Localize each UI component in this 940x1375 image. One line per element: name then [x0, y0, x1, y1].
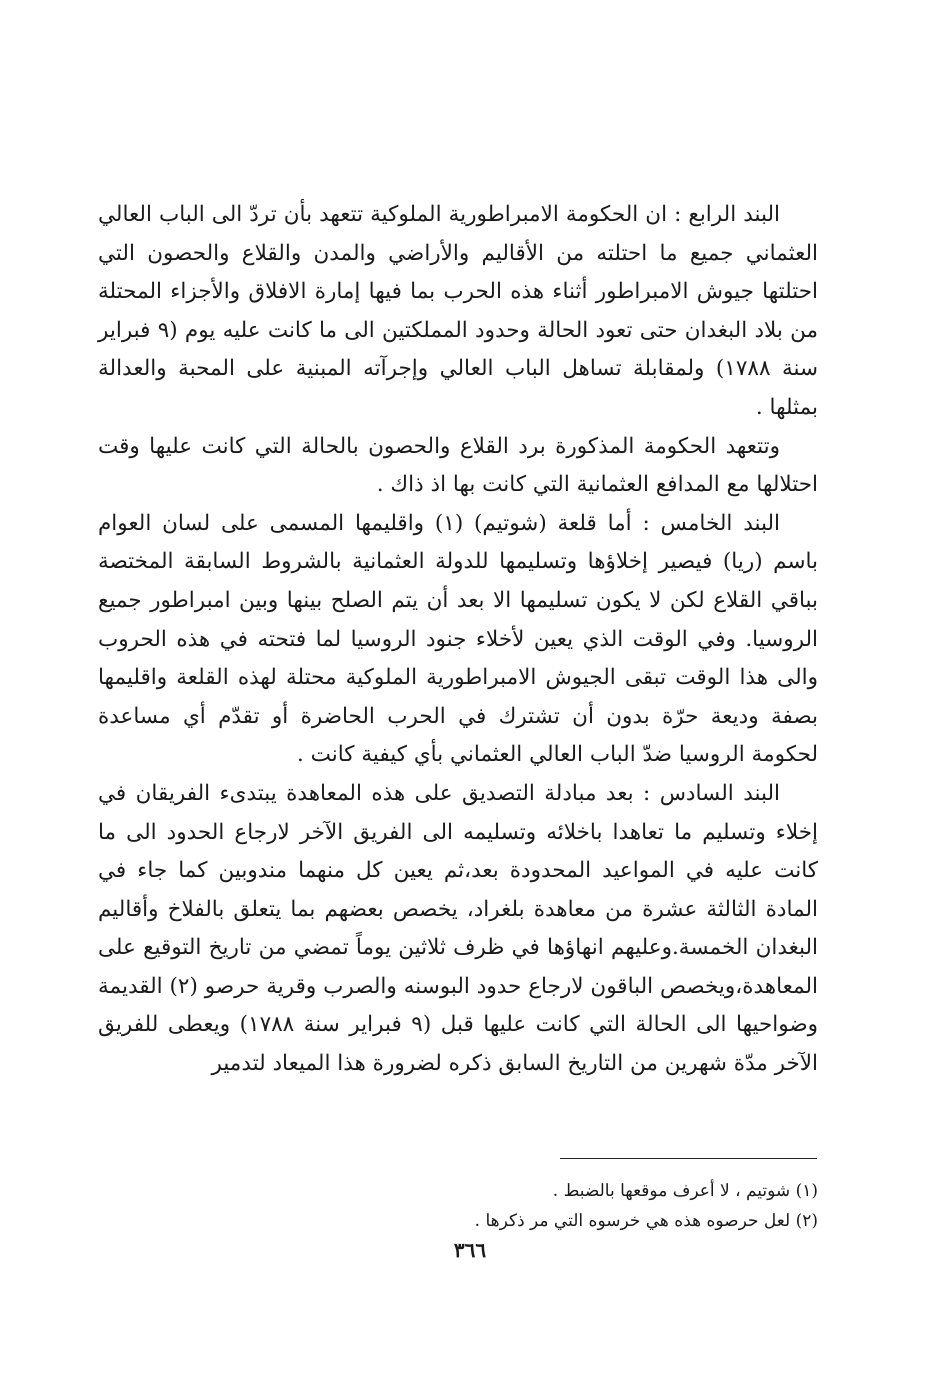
paragraph-article-five: البند الخامس : أما قلعة (شوتيم) (١) واقليمها المسمى على لسان العوام باسم (ريا) فيصير إخلاؤها وتسليمها للدولة العثمانية بالشروط السابقة المختصة بباقي القلاع لكن لا يكون تسليمها الا بعد أن يتم الصلح بينها وبين امبراطور جميع الروسيا. وفي الوقت الذي يعين لأخلاء جنود الروسيا لما فتحته في هذه الحروب والى هذا الوقت تبقى الجيوش الامبراطورية الملوكية محتلة لهذه القلعة واقليمها بصفة وديعة حرّة بدون أن تشترك في الحرب الحاضرة أو تقدّم أي مساعدة لحكومة الروسيا ضدّ الباب العالي العثماني بأي كيفية كانت . — [98, 510, 818, 768]
footnote-divider — [560, 1158, 817, 1159]
footnote-1: (١) شوتيم ، لا أعرف موقعها بالضبط . — [552, 1181, 818, 1201]
page-number: ٣٦٦ — [453, 1238, 487, 1262]
footnote-2: (٢) لعل حرصوه هذه هي خرسوه التي مر ذكرها . — [474, 1211, 818, 1231]
paragraph-article-four: البند الرابع : ان الحكومة الامبراطورية الملوكية تتعهد بأن تردّ الى الباب العالي العثماني جميع ما احتلته من الأقاليم والأراضي والمدن والقلاع والحصون التي احتلتها جيوش الامبراطور أثناء هذه الحرب بما فيها إمارة الافلاق والأجزاء المحتلة من بلاد البغدان حتى تعود الحالة وحدود المملكتين الى ما كانت عليه يوم (٩ فبراير سنة ١٧٨٨) ولمقابلة تساهل الباب العالي وإجرآته المبنية على المحبة والعدالة بمثلها . — [98, 202, 818, 420]
paragraph-fortress-return: وتتعهد الحكومة المذكورة برد القلاع والحصون بالحالة التي كانت عليها وقت احتلالها مع المدافع العثمانية التي كانت بها اذ ذاك . — [98, 433, 818, 498]
footnotes — [98, 1176, 818, 1236]
main-text — [98, 196, 818, 1084]
paragraph-article-six: البند السادس : بعد مبادلة التصديق على هذه المعاهدة يبتدىء الفريقان في إخلاء وتسليم ما تعاهدا باخلائه وتسليمه الى الفريق الآخر لارجاع الحدود الى ما كانت عليه في المواعيد المحدودة بعد،ثم يعين كل منهما مندوبين كما جاء في المادة الثالثة عشرة من معاهدة بلغراد، يخصص بعضهم بما يتعلق بالفلاخ وأقاليم البغدان الخمسة.وعليهم انهاؤها في ظرف ثلاثين يوماً تمضي من تاريخ التوقيع على المعاهدة،ويخصص الباقون لارجاع حدود البوسنه والصرب وقرية حرصو (٢) القديمة وضواحيها الى الحالة التي كانت عليها قبل (٩ فبراير سنة ١٧٨٨) ويعطى للفريق الآخر مدّة شهرين من التاريخ السابق ذكره لضرورة هذا الميعاد لتدمير — [98, 780, 818, 1077]
